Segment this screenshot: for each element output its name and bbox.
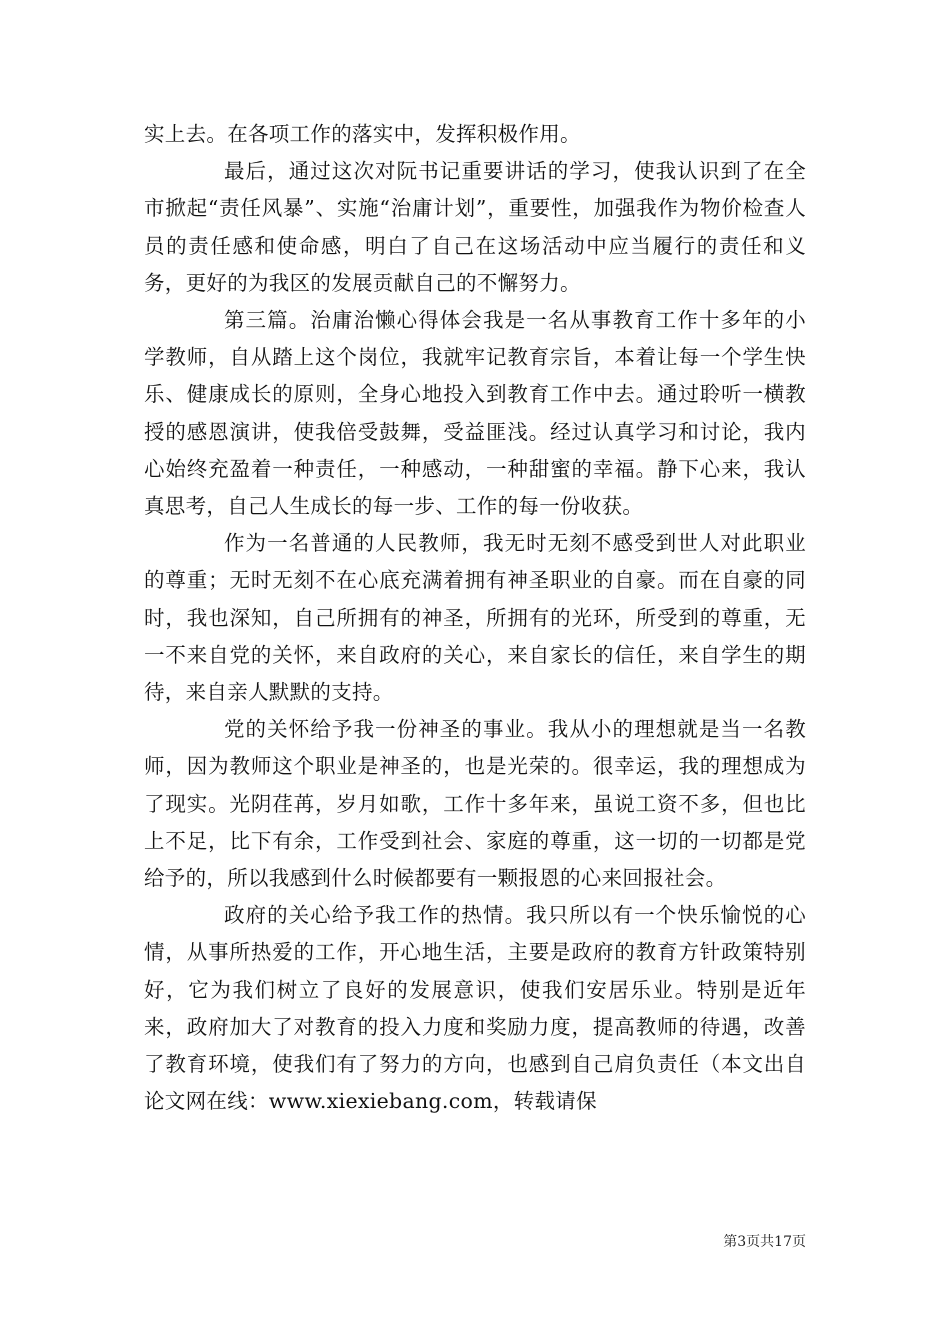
- document-body: [144, 116, 806, 1120]
- paragraph-teacher-respect: 作为一名普通的人民教师，我无时无刻不感受到世人对此职业的尊重；无时无刻不在心底充满着拥有神圣职业的自豪。而在自豪的同时，我也深知，自己所拥有的神圣，所拥有的光环，所受到的尊重，无一不来自党的关怀，来自政府的关心，来自家长的信任，来自学生的期待，来自亲人默默的支持。: [144, 531, 806, 705]
- paragraph-government-care: 政府的关心给予我工作的热情。我只所以有一个快乐愉悦的心情，从事所热爱的工作，开心地生活，主要是政府的教育方针政策特别好，它为我们树立了良好的发展意识，使我们安居乐业。特别是近年来，政府加大了对教育的投入力度和奖励力度，提高教师的待遇，改善了教育环境，使我们有了努力的方向，也感到自己肩负责任（本文出自论文网在线：www.xiexiebang.com，转载请保: [144, 903, 806, 1114]
- paragraph-part-three-intro: 第三篇。治庸治懒心得体会我是一名从事教育工作十多年的小学教师，自从踏上这个岗位，我就牢记教育宗旨，本着让每一个学生快乐、健康成长的原则，全身心地投入到教育工作中去。通过聆听一横教授的感恩演讲，使我倍受鼓舞，受益匪浅。经过认真学习和讨论，我内心始终充盈着一种责任，一种感动，一种甜蜜的幸福。静下心来，我认真思考，自己人生成长的每一步、工作的每一份收获。: [144, 308, 806, 519]
- paragraph-party-care: 党的关怀给予我一份神圣的事业。我从小的理想就是当一名教师，因为教师这个职业是神圣的，也是光荣的。很幸运，我的理想成为了现实。光阴荏苒，岁月如歌，工作十多年来，虽说工资不多，但也比上不足，比下有余，工作受到社会、家庭的尊重，这一切的一切都是党给予的，所以我感到什么时候都要有一颗报恩的心来回报社会。: [144, 717, 806, 891]
- paragraph-conclusion: 最后，通过这次对阮书记重要讲话的学习，使我认识到了在全市掀起“责任风暴”、实施“治庸计划”，重要性，加强我作为物价检查人员的责任感和使命感，明白了自己在这场活动中应当履行的责任和义务，更好的为我区的发展贡献自己的不懈努力。: [144, 159, 806, 295]
- paragraph-continuation: 实上去。在各项工作的落实中，发挥积极作用。: [144, 122, 581, 146]
- page-number-footer: 第3页共17页: [723, 1234, 806, 1250]
